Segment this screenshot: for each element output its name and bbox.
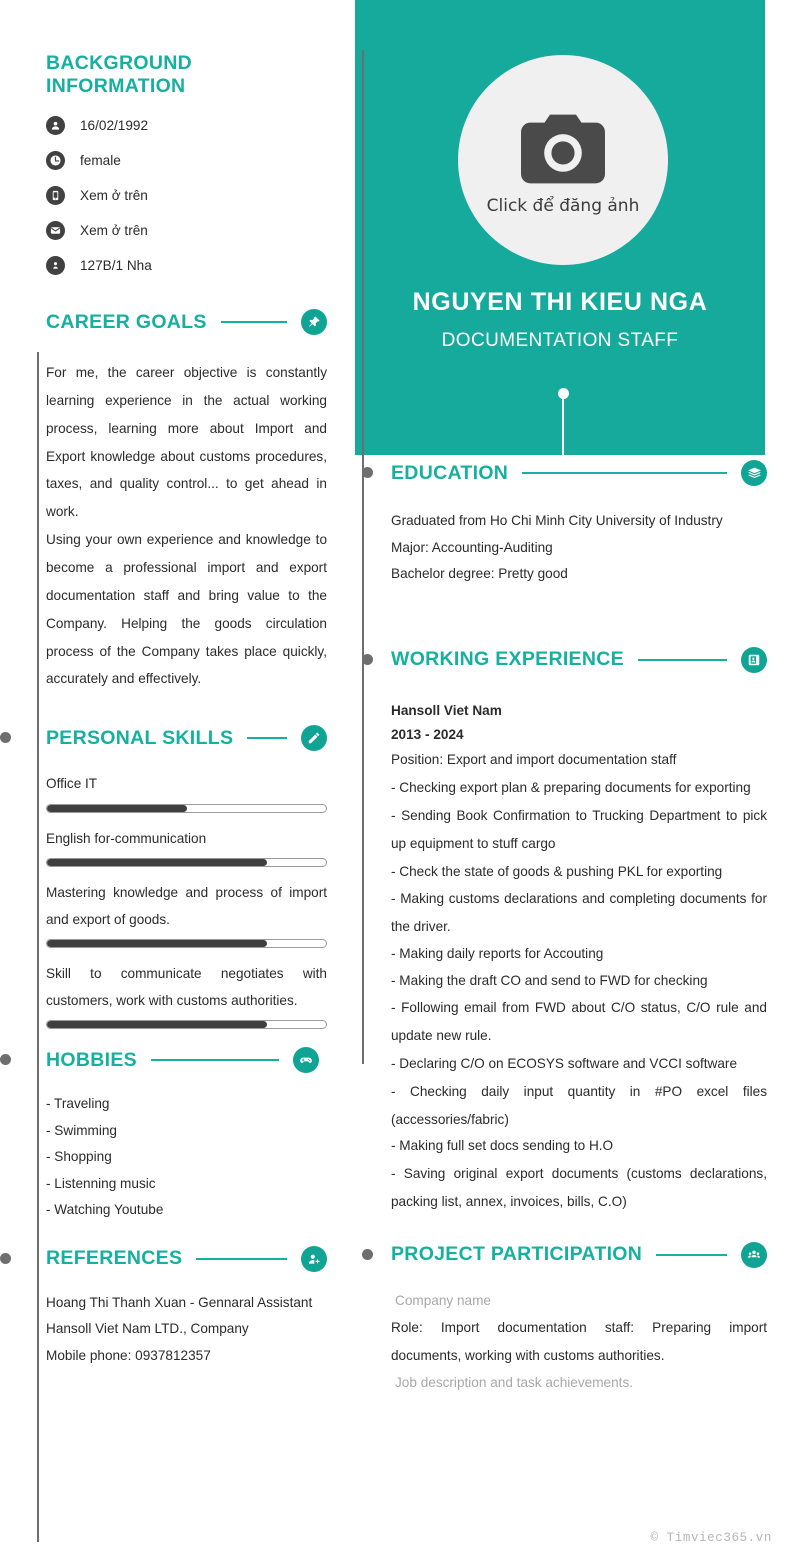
project-description-placeholder: Job description and task achievements. bbox=[395, 1374, 634, 1390]
experience-bullet: - Making daily reports for Accouting bbox=[391, 946, 604, 962]
timeline-dot bbox=[0, 732, 11, 743]
right-column bbox=[355, 0, 800, 1559]
section-project-participation bbox=[355, 1238, 800, 1397]
reference-line: Hoang Thi Thanh Xuan - Gennaral Assistant bbox=[46, 1294, 313, 1310]
experience-bullet: - Check the state of goods & pushing PKL for exporting bbox=[391, 863, 723, 879]
id-badge-icon bbox=[741, 647, 767, 673]
skill-item bbox=[46, 961, 327, 1029]
section-background-information bbox=[46, 52, 327, 275]
timeline-dot bbox=[0, 1054, 11, 1065]
hobby-item: - Shopping bbox=[46, 1149, 112, 1165]
skill-label: Mastering knowledge and process of import and export of goods. bbox=[46, 885, 327, 927]
hobbies-title: HOBBIES bbox=[46, 1048, 137, 1071]
section-education bbox=[355, 456, 800, 588]
education-line: Major: Accounting-Auditing bbox=[391, 539, 553, 555]
info-row-birthdate bbox=[46, 116, 327, 135]
personal-skills-title: PERSONAL SKILLS bbox=[46, 726, 234, 749]
hobby-item: - Swimming bbox=[46, 1122, 117, 1138]
experience-bullet: - Saving original export documents (customs declarations, packing list, annex, invoices, bills, C.O) bbox=[391, 1165, 767, 1209]
phone-icon bbox=[46, 186, 65, 205]
experience-bullet: - Declaring C/O on ECOSYS software and VCCI software bbox=[391, 1055, 738, 1071]
skill-progress-bar bbox=[46, 804, 327, 813]
info-value-phone: Xem ở trên bbox=[80, 188, 148, 203]
add-user-icon bbox=[301, 1246, 327, 1272]
project-participation-header bbox=[391, 1238, 767, 1272]
candidate-role: DOCUMENTATION STAFF bbox=[441, 330, 679, 351]
experience-bullet: - Making the draft CO and send to FWD for checking bbox=[391, 972, 708, 988]
header-divider bbox=[247, 737, 287, 739]
skill-progress-fill bbox=[47, 859, 267, 866]
section-references bbox=[46, 1242, 327, 1370]
skill-progress-fill bbox=[47, 1021, 267, 1028]
header-divider bbox=[522, 472, 727, 474]
header-divider bbox=[638, 659, 727, 661]
right-sections bbox=[355, 456, 800, 1396]
career-goals-paragraph-1: For me, the career objective is constantly learning experience in the actual working process, learning more about Import and Export knowledge about customs procedures, taxes, and quality control... to get ahead in work. bbox=[46, 365, 327, 520]
experience-company: Hansoll Viet Nam bbox=[391, 702, 502, 718]
user-icon bbox=[46, 116, 65, 135]
personal-skills-header bbox=[46, 721, 327, 755]
info-row-address bbox=[46, 256, 327, 275]
experience-bullet: - Sending Book Confirmation to Trucking Department to pick up equipment to stuff cargo bbox=[391, 807, 767, 851]
career-goals-header bbox=[46, 305, 327, 339]
background-information-title: BACKGROUND INFORMATION bbox=[46, 52, 192, 97]
timeline-dot bbox=[362, 654, 373, 665]
references-title: REFERENCES bbox=[46, 1247, 183, 1270]
skill-item bbox=[46, 771, 327, 813]
people-group-icon bbox=[741, 1242, 767, 1268]
pushpin-icon bbox=[301, 309, 327, 335]
experience-bullet: - Following email from FWD about C/O status, C/O rule and update new rule. bbox=[391, 1000, 767, 1043]
hobby-item: - Traveling bbox=[46, 1096, 110, 1112]
experience-bullet: - Making customs declarations and completing documents for the driver. bbox=[391, 891, 767, 935]
working-experience-title: WORKING EXPERIENCE bbox=[391, 648, 624, 670]
section-personal-skills bbox=[46, 721, 327, 1029]
info-row-email bbox=[46, 221, 327, 240]
left-column bbox=[0, 0, 355, 1559]
header-divider bbox=[221, 321, 287, 323]
info-value-gender: female bbox=[80, 153, 121, 168]
education-title: EDUCATION bbox=[391, 461, 509, 484]
skill-item bbox=[46, 826, 327, 868]
career-goals-title: CAREER GOALS bbox=[46, 310, 207, 333]
skill-item bbox=[46, 880, 327, 948]
hobbies-header bbox=[46, 1043, 327, 1077]
skill-label: English for-communication bbox=[46, 830, 207, 846]
education-line: Graduated from Ho Chi Minh City University of Industry bbox=[391, 513, 723, 528]
experience-position: Position: Export and import documentation staff bbox=[391, 752, 677, 768]
section-career-goals bbox=[46, 305, 327, 693]
skill-label: Skill to communicate negotiates with customers, work with customs authorities. bbox=[46, 966, 327, 1008]
experience-bullet: - Checking export plan & preparing documents for exporting bbox=[391, 779, 751, 795]
skill-progress-fill bbox=[47, 805, 187, 812]
skill-progress-bar bbox=[46, 1020, 327, 1029]
info-value-address: 127B/1 Nha bbox=[80, 258, 152, 273]
clock-icon bbox=[46, 151, 65, 170]
working-experience-header bbox=[391, 643, 767, 677]
skill-progress-bar bbox=[46, 858, 327, 867]
experience-bullet: - Checking daily input quantity in #PO excel files (accessories/fabric) bbox=[391, 1083, 767, 1127]
books-stack-icon bbox=[741, 460, 767, 486]
experience-bullet: - Making full set docs sending to H.O bbox=[391, 1138, 614, 1154]
camera-icon bbox=[519, 111, 607, 192]
envelope-icon bbox=[46, 221, 65, 240]
timeline-stem bbox=[562, 396, 564, 456]
info-value-birthdate: 16/02/1992 bbox=[80, 118, 149, 133]
project-participation-title: PROJECT PARTICIPATION bbox=[391, 1243, 643, 1266]
education-line: Bachelor degree: Pretty good bbox=[391, 566, 568, 581]
info-value-email: Xem ở trên bbox=[80, 223, 148, 238]
header-divider bbox=[151, 1059, 279, 1061]
candidate-name: NGUYEN THI KIEU NGA bbox=[412, 288, 708, 316]
project-role: Role: Import documentation staff: Preparing import documents, working with customs authorities. bbox=[391, 1320, 767, 1363]
hero-banner bbox=[355, 0, 765, 455]
career-goals-paragraph-2: Using your own experience and knowledge to become a professional import and export documentation staff and bring value to the Company. Helping the goods circulation process of the Company takes place quickly, accurately and effectively. bbox=[46, 532, 327, 687]
experience-period: 2013 - 2024 bbox=[391, 726, 464, 742]
hobby-item: - Watching Youtube bbox=[46, 1202, 164, 1218]
photo-upload-placeholder[interactable] bbox=[458, 55, 668, 265]
info-row-gender bbox=[46, 151, 327, 170]
reference-line: Mobile phone: 0937812357 bbox=[46, 1347, 211, 1363]
skill-progress-bar bbox=[46, 939, 327, 948]
section-working-experience bbox=[355, 643, 800, 1216]
location-pin-icon bbox=[46, 256, 65, 275]
timeline-dot bbox=[362, 1249, 373, 1260]
header-divider bbox=[656, 1254, 727, 1256]
references-header bbox=[46, 1242, 327, 1276]
header-divider bbox=[196, 1258, 287, 1260]
education-header bbox=[391, 456, 767, 490]
footer-credit: © Timviec365.vn bbox=[650, 1531, 772, 1545]
info-row-phone bbox=[46, 186, 327, 205]
skill-label: Office IT bbox=[46, 776, 98, 792]
reference-line: Hansoll Viet Nam LTD., Company bbox=[46, 1321, 249, 1337]
photo-upload-label: Click để đăng ảnh bbox=[486, 195, 640, 216]
timeline-dot bbox=[0, 1253, 11, 1264]
pencil-icon bbox=[301, 725, 327, 751]
project-company-placeholder: Company name bbox=[395, 1292, 491, 1308]
hobby-item: - Listenning music bbox=[46, 1175, 156, 1191]
gamepad-icon bbox=[293, 1047, 319, 1073]
timeline-dot bbox=[362, 467, 373, 478]
skill-progress-fill bbox=[47, 940, 267, 947]
section-hobbies bbox=[46, 1043, 327, 1224]
